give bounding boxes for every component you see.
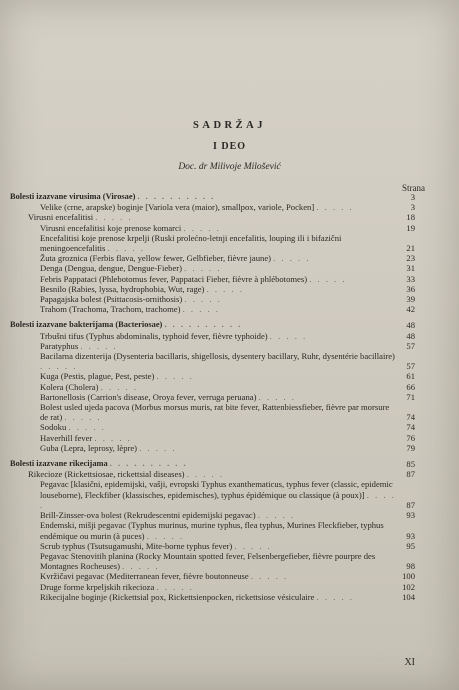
section-title: Bolesti izazvane virusima (Virosae) — [10, 192, 136, 201]
entry-title: Bartonellosis (Carrion's disease, Oroya fever, verruga peruana) — [40, 391, 257, 402]
toc-entry[interactable]: Bartonellosis (Carrion's disease, Oroya fever, verruga peruana) . . . . . 71 — [40, 391, 415, 402]
entry-title: Bacilarna dizenterija (Dysenteria bacillaris, shigellosis, dysentery bacillary, Ruhr, dysentérie bacillaire) — [40, 351, 395, 362]
toc-entry[interactable]: Rikecioze (Rickettsiosae, rickettsial diseases) . . . . . 87 — [28, 469, 415, 480]
toc-entry[interactable]: Trbušni tifus (Typhus abdominalis, typhoid fever, fièvre typhoide) . . . . . 48 — [40, 330, 415, 341]
entry-page: 76 — [406, 432, 415, 443]
entry-page: 19 — [406, 222, 415, 233]
entry-title: Sodoku — [40, 422, 67, 433]
entry-page: 93 — [406, 510, 415, 521]
entry-title: Guba (Lepra, leprosy, lèpre) — [40, 442, 138, 453]
entry-page: 36 — [406, 283, 415, 294]
entry-page: 95 — [406, 540, 415, 551]
entry-page: 98 — [406, 561, 415, 572]
entry-page: 61 — [406, 371, 415, 382]
entry-page: 74 — [406, 422, 415, 433]
entry-title: Febris Pappataci (Phlebotomus fever, Pappataci Fieber, fièvre à phlébotomes) — [40, 273, 308, 284]
entry-title: Endemski, mišji pegavac (Typhus murinus, murine typhus, flea typhus, Murines Fleckfieber, typhus endémique ou murin (à puces) — [40, 520, 384, 541]
toc-entry[interactable]: Scrub typhus (Tsutsugamushi, Mite-borne typhus fever) . . . . . 95 — [40, 540, 415, 551]
entry-page: 39 — [406, 294, 415, 305]
toc-entry[interactable]: Paratyphus . . . . . 57 — [40, 340, 415, 351]
entry-title: Virusni encefalitisi koje prenose komarci — [40, 222, 182, 233]
toc-entry[interactable]: Kolera (Cholera) . . . . . 66 — [40, 381, 415, 392]
toc-entry[interactable]: Druge forme krpeljskih rikecioza . . . . . 102 — [40, 581, 415, 592]
entry-page: 74 — [406, 412, 415, 423]
toc-entry[interactable]: Bacilarna dizenterija (Dysenteria bacillaris, shigellosis, dysentery bacillary, Ruhr, dysentérie bacillaire) . . . . . 57 — [40, 351, 415, 372]
entry-title: Velike (crne, arapske) boginje [Variola vera (maior), smallpox, variole, Pocken] — [40, 202, 315, 213]
entry-page: 21 — [406, 243, 415, 254]
section-title: Bolesti izazvane bakterijama (Bacteriosae) — [10, 320, 163, 330]
entry-page: 57 — [406, 340, 415, 351]
entry-page: 18 — [406, 212, 415, 223]
entry-page: 79 — [406, 442, 415, 453]
entry-title: Paratyphus — [40, 340, 79, 351]
toc-entry[interactable]: Febris Pappataci (Phlebotomus fever, Pappataci Fieber, fièvre à phlébotomes) . . . . . 33 — [40, 273, 415, 284]
entry-title: Pegavac Stenovitih planina (Rocky Mountain spotted fever, Felsenbergefieber, fièvre pourpre des Montagnes Rocheuses) — [40, 550, 376, 572]
toc-entry[interactable]: Trahom (Trachoma, Trachom, trachome) . . . . . 42 — [40, 304, 415, 315]
entry-title: Rikecioze (Rickettsiosae, rickettsial diseases) — [28, 469, 185, 480]
entry-page: 31 — [406, 263, 415, 274]
section-page: 85 — [406, 459, 415, 470]
entry-page: 57 — [406, 361, 415, 372]
section-page: 48 — [406, 320, 415, 331]
toc-entry[interactable]: Guba (Lepra, leprosy, lèpre) . . . . . 79 — [40, 442, 415, 453]
toc-entry[interactable]: Brill-Zinsser-ova bolest (Rekrudescentni epidemijski pegavac) . . . . . 93 — [40, 510, 415, 521]
toc-entry[interactable]: Velike (crne, arapske) boginje [Variola vera (maior), smallpox, variole, Pocken] . . . . . 3 — [40, 202, 415, 213]
page-title: SADRŽAJ — [193, 120, 266, 131]
entry-title: Žuta groznica (Ferbis flava, yellow fewer, Gelbfieber, fièvre jaune) — [40, 253, 271, 264]
entry-page: 66 — [406, 381, 415, 392]
entry-page: 102 — [402, 581, 415, 592]
entry-title: Kuga (Pestis, plague, Pest, peste) — [40, 371, 155, 382]
page-column-header: Strana — [402, 183, 425, 193]
toc-entry[interactable]: Haverhill fever . . . . . 76 — [40, 432, 415, 443]
toc-entry[interactable]: Pegavac Stenovitih planina (Rocky Mountain spotted fever, Felsenbergefieber, fièvre pourpre des Montagnes Rocheuses) . . . . . 98 — [40, 550, 415, 572]
entry-title: Denga (Dengua, dengue, Dengue-Fieber) — [40, 263, 182, 274]
entry-title: Virusni encefalitisi — [28, 212, 94, 223]
entry-page: 48 — [406, 330, 415, 341]
entry-title: Haverhill fever — [40, 432, 93, 443]
part-heading: I DEO — [212, 141, 247, 152]
toc-entry[interactable]: Endemski, mišji pegavac (Typhus murinus, murine typhus, flea typhus, Murines Fleckfieber, typhus endémique ou murin (à puces) . . . . . 93 — [40, 520, 415, 541]
entry-title: Pegavac [klasični, epidemijski, vašji, evropski Typhus exanthematicus, typhus fever (classic, epidemic louseborne), Fleckfiber (klassisches, epidemisches), typhus épidémique ou classique (à poux)] — [40, 479, 393, 500]
toc-entry[interactable]: Rikecijalne boginje (Rickettsial pox, Rickettsienpocken, rickettsiose vésiculaire . . . . . 104 — [40, 591, 415, 602]
toc-entry[interactable]: Virusni encefalitisi . . . . . 18 — [28, 212, 415, 223]
toc-entry[interactable]: Kvržičavi pegavac (Mediterranean fever, fièvre boutonneuse . . . . . 100 — [40, 571, 415, 582]
toc-entry[interactable]: Sodoku . . . . . 74 — [40, 422, 415, 433]
entry-page: 71 — [406, 391, 415, 402]
entry-title: Trbušni tifus (Typhus abdominalis, typhoid fever, fièvre typhoide) — [40, 330, 268, 341]
entry-page: 100 — [402, 571, 415, 582]
entry-title: Papagajska bolest (Psittacosis-ornithosis) — [40, 294, 183, 305]
entry-title: Rikecijalne boginje (Rickettsial pox, Rickettsienpocken, rickettsiose vésiculaire — [40, 591, 315, 602]
toc-entry[interactable]: Papagajska bolest (Psittacosis-ornithosis) . . . . . 39 — [40, 294, 415, 305]
entry-title: Brill-Zinsser-ova bolest (Rekrudescentni epidemijski pegavac) — [40, 510, 256, 521]
toc-entry[interactable]: Pegavac [klasični, epidemijski, vašji, evropski Typhus exanthematicus, typhus fever (classic, epidemic louseborne), Fleckfiber (klassisches, epidemisches), typhus épidémique ou classique (à poux)] . . . . . 87 — [40, 479, 415, 510]
entry-page: 23 — [406, 253, 415, 264]
toc-entry[interactable]: Encefalitisi koje prenose krpelji (Ruski prolećno-letnji encefalitis, louping ili i bifazični meningoencefalitis . . . . . 21 — [40, 232, 415, 254]
entry-page: 87 — [406, 499, 415, 510]
toc-entry[interactable]: Virusni encefalitisi koje prenose komarci . . . . . 19 — [40, 222, 415, 233]
entry-page: 104 — [402, 591, 415, 602]
entry-title: Encefalitisi koje prenose krpelji (Ruski prolećno-letnji encefalitis, louping ili i bifazični meningoencefalitis — [40, 232, 342, 254]
toc-entry[interactable]: Besnilo (Rabies, lyssa, hydrophobia, Wut, rage) . . . . . 36 — [40, 283, 415, 294]
entry-page: 42 — [406, 304, 415, 315]
entry-title: Druge forme krpeljskih rikecioza — [40, 581, 155, 592]
entry-title: Kolera (Cholera) — [40, 381, 99, 392]
author-line: Doc. dr Milivoje Milošević — [178, 162, 281, 172]
table-of-contents — [0, 192, 459, 602]
toc-entry[interactable]: Denga (Dengua, dengue, Dengue-Fieber) . . . . . 31 — [40, 263, 415, 274]
entry-page: 3 — [410, 202, 415, 213]
section-page: 3 — [410, 192, 415, 202]
toc-section-heading[interactable]: Bolesti izazvane rikecijama . . . . . . . . . . 85 — [10, 459, 415, 470]
entry-title: Scrub typhus (Tsutsugamushi, Mite-borne typhus fever) — [40, 540, 233, 551]
entry-title: Bolest usled ujeda pacova (Morbus morsus muris, rat bite fever, Rattenbiessfieber, fièvre par morsure de rat) — [40, 402, 390, 423]
entry-page: 33 — [406, 273, 415, 284]
entry-page: 93 — [406, 530, 415, 541]
entry-page: 87 — [406, 469, 415, 480]
entry-title: Besnilo (Rabies, lyssa, hydrophobia, Wut, rage) — [40, 283, 205, 294]
toc-entry[interactable]: Žuta groznica (Ferbis flava, yellow fewer, Gelbfieber, fièvre jaune) . . . . . 23 — [40, 253, 415, 264]
entry-title: Trahom (Trachoma, Trachom, trachome) — [40, 304, 181, 315]
toc-entry[interactable]: Kuga (Pestis, plague, Pest, peste) . . . . . 61 — [40, 371, 415, 382]
entry-title: Kvržičavi pegavac (Mediterranean fever, fièvre boutonneuse — [40, 571, 249, 582]
toc-section-heading[interactable]: Bolesti izazvane virusima (Virosae) . . . . . . . . . . 3 — [10, 192, 415, 202]
toc-section-heading[interactable]: Bolesti izazvane bakterijama (Bacteriosae) . . . . . . . . . . 48 — [10, 320, 415, 331]
page-number: XI — [404, 657, 415, 668]
section-title: Bolesti izazvane rikecijama — [10, 459, 108, 469]
toc-entry[interactable]: Bolest usled ujeda pacova (Morbus morsus muris, rat bite fever, Rattenbiessfieber, fièvre par morsure de rat) . . . . . 74 — [40, 402, 415, 423]
